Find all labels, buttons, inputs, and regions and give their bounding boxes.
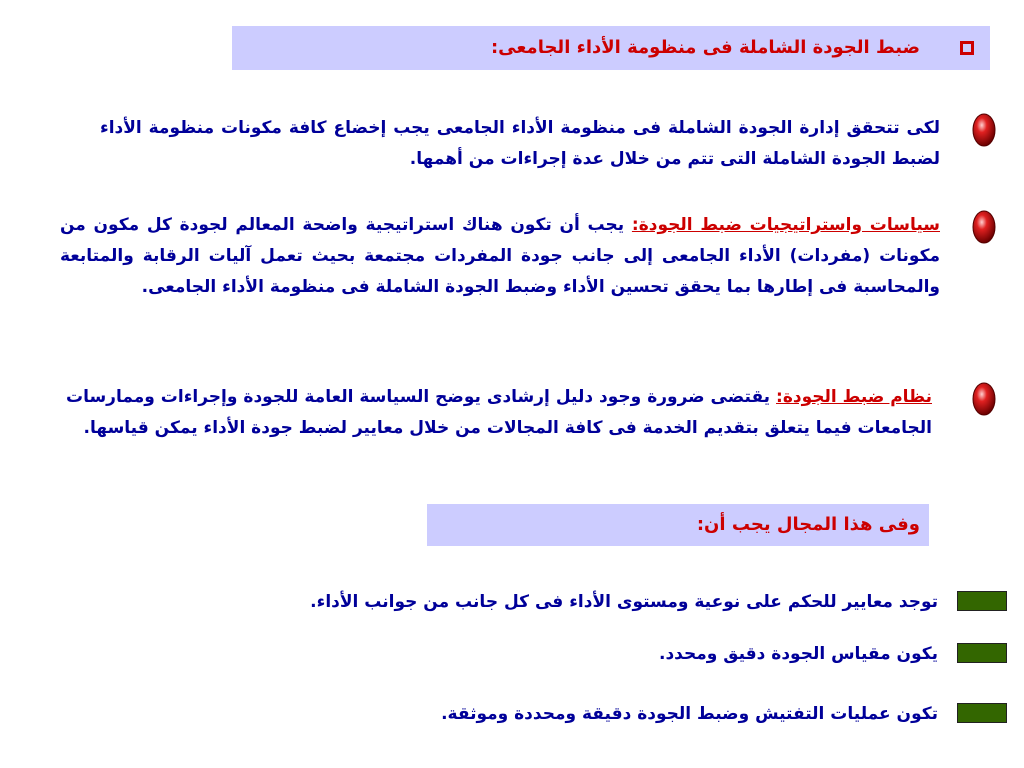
list-item-3: تكون عمليات التفتيش وضبط الجودة دقيقة ومحددة وموثقة. <box>441 704 938 724</box>
red-gem-bullet-icon <box>972 381 996 417</box>
policies-lead: سياسات واستراتيجيات ضبط الجودة: <box>631 215 940 235</box>
green-bar-bullet-icon <box>957 703 1007 723</box>
red-gem-bullet-icon <box>972 112 996 148</box>
paragraph-policies <box>60 210 940 303</box>
policies-text: يجب أن تكون هناك استراتيجية واضحة المعالم لجودة كل مكون من مكونات (مفردات) الأداء الجامعى إلى جانب جودة المفردات مجتمعة بحيث تعمل آليات الرقابة والمتابعة والمحاسبة فى إطارها بما يحقق تحسين الأداء وضبط الجودة الشاملة فى منظومة الأداء الجامعى. <box>60 215 940 297</box>
paragraph-system <box>66 382 932 444</box>
system-lead: نظام ضبط الجودة: <box>776 387 932 407</box>
checkbox-bullet-icon <box>960 41 974 55</box>
red-gem-bullet-icon <box>972 209 996 245</box>
paragraph-intro: لكى تتحقق إدارة الجودة الشاملة فى منظومة الأداء الجامعى يجب إخضاع كافة مكونات منظومة الأداء لضبط الجودة الشاملة التى تتم من خلال عدة إجراءات من أهمها. <box>100 118 940 169</box>
list-item-1: توجد معايير للحكم على نوعية ومستوى الأداء فى كل جانب من جوانب الأداء. <box>310 592 938 612</box>
subsection-title: وفى هذا المجال يجب أن: <box>696 514 920 535</box>
green-bar-bullet-icon <box>957 643 1007 663</box>
green-bar-bullet-icon <box>957 591 1007 611</box>
list-item-2: يكون مقياس الجودة دقيق ومحدد. <box>659 644 938 664</box>
system-text: يقتضى ضرورة وجود دليل إرشادى يوضح السياسة العامة للجودة وإجراءات وممارسات الجامعات فيما يتعلق بتقديم الخدمة فى كافة المجالات من خلال معايير لضبط جودة الأداء يمكن قياسها. <box>66 387 932 438</box>
section-title: ضبط الجودة الشاملة فى منظومة الأداء الجامعى: <box>490 37 920 58</box>
